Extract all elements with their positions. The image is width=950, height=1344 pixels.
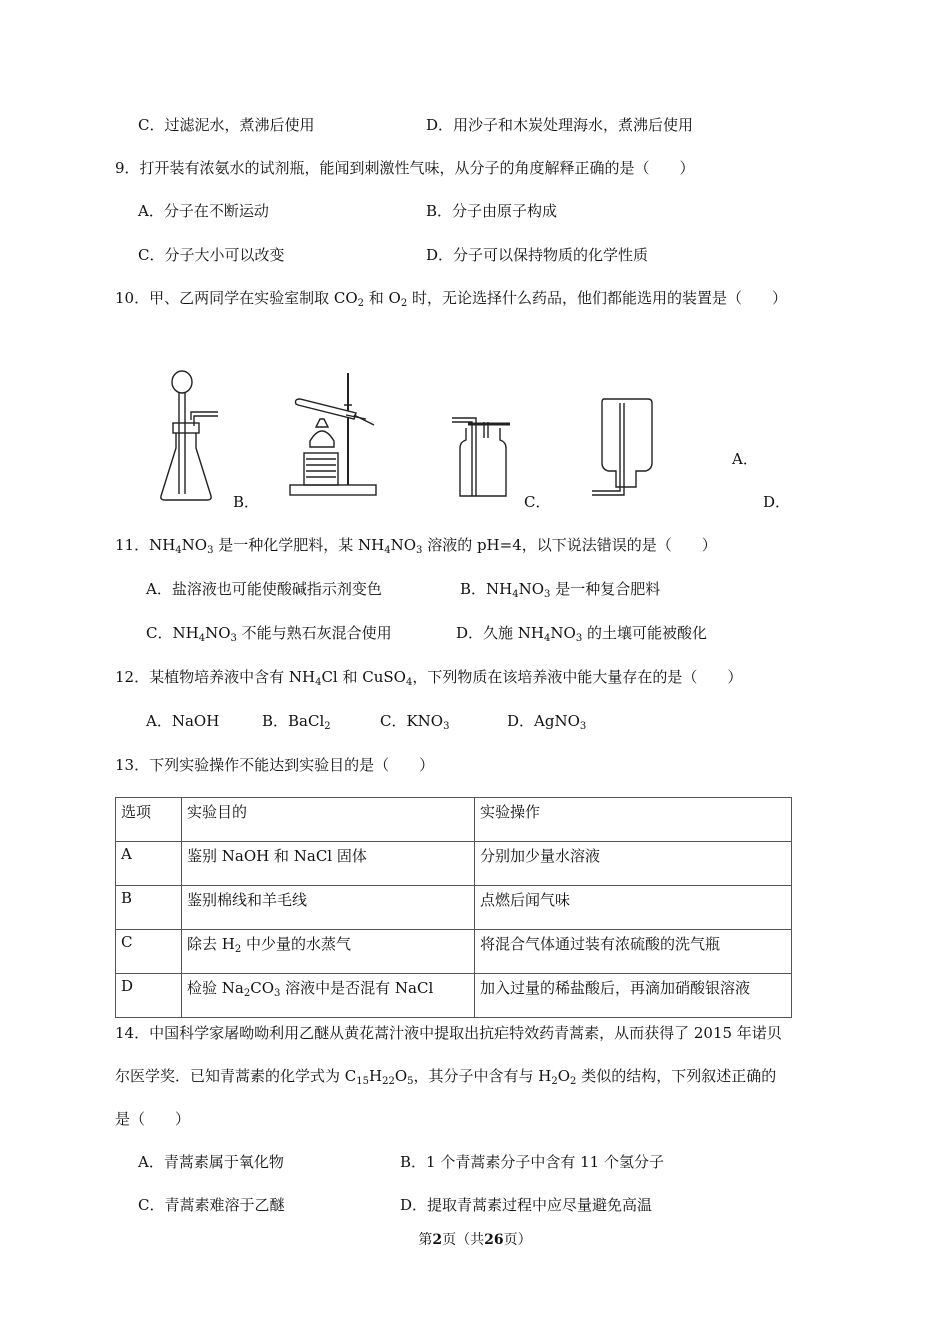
q14-option-a: A．青蒿素属于氧化物 xyxy=(138,1153,284,1171)
q12-option-d: D．AgNO$_3$ xyxy=(507,712,587,732)
flask-thistle-funnel-apparatus xyxy=(158,368,222,503)
q14-stem-line3: 是（ ） xyxy=(115,1110,191,1128)
row-goal: 除去 $H_2$ 中少量的水蒸气 xyxy=(182,930,475,974)
table-row xyxy=(116,974,792,1018)
q10-label-c: C． xyxy=(524,493,551,511)
table-row xyxy=(116,930,792,974)
gas-washing-bottle-apparatus xyxy=(450,416,518,500)
q11-option-d: D．久施 $NH_4NO_3$ 的土壤可能被酸化 xyxy=(456,624,707,644)
header-operation: 实验操作 xyxy=(475,798,792,842)
row-goal: 鉴别 NaOH 和 NaCl 固体 xyxy=(182,842,475,886)
q9-option-d: D．分子可以保持物质的化学性质 xyxy=(426,246,649,264)
q10-label-b: B． xyxy=(233,493,260,511)
q14-stem-line2: 尔医学奖．已知青蒿素的化学式为 $C_{15}H_{22}O_5$，其分子中含有与 $H_2O_2$ 类似的结构，下列叙述正确的 xyxy=(115,1067,777,1087)
row-goal: 鉴别棉线和羊毛线 xyxy=(182,886,475,930)
q12-option-a: A．NaOH xyxy=(146,712,220,730)
table-header-row xyxy=(116,798,792,842)
q14-option-b: B．1 个青蒿素分子中含有 11 个氢分子 xyxy=(400,1153,664,1171)
q10-label-d: D． xyxy=(763,493,791,511)
q11-stem: 11．$NH_4NO_3$ 是一种化学肥料，某 $NH_4NO_3$ 溶液的 pH=4，以下说法错误的是（ ） xyxy=(115,536,717,556)
row-option: C xyxy=(116,930,182,974)
q9-option-c: C．分子大小可以改变 xyxy=(138,246,285,264)
q10-label-a: A． xyxy=(732,450,758,468)
heated-test-tube-apparatus xyxy=(286,371,380,499)
row-operation: 将混合气体通过装有浓硫酸的洗气瓶 xyxy=(475,930,792,974)
q13-stem: 13．下列实验操作不能达到实验目的是（ ） xyxy=(115,756,435,774)
table-row xyxy=(116,886,792,930)
q8-option-c: C．过滤泥水，煮沸后使用 xyxy=(138,116,315,134)
q14-option-d: D．提取青蒿素过程中应尽量避免高温 xyxy=(400,1196,653,1214)
row-goal: 检验 $Na_2CO_3$ 溶液中是否混有 NaCl xyxy=(182,974,475,1018)
q11-option-c: C．$NH_4NO_3$ 不能与熟石灰混合使用 xyxy=(146,624,392,644)
q8-option-d: D．用沙子和木炭处理海水，煮沸后使用 xyxy=(426,116,694,134)
header-option: 选项 xyxy=(116,798,182,842)
row-operation: 加入过量的稀盐酸后，再滴加硝酸银溶液 xyxy=(475,974,792,1018)
row-operation: 分别加少量水溶液 xyxy=(475,842,792,886)
table-row xyxy=(116,842,792,886)
q9-stem: 9．打开装有浓氨水的试剂瓶，能闻到刺激性气味，从分子的角度解释正确的是（ ） xyxy=(115,159,695,177)
row-option: B xyxy=(116,886,182,930)
header-goal: 实验目的 xyxy=(182,798,475,842)
q14-option-c: C．青蒿素难溶于乙醚 xyxy=(138,1196,285,1214)
inverted-bottle-apparatus xyxy=(590,395,670,497)
q12-option-b: B．BaCl$_2$ xyxy=(262,712,331,732)
row-operation: 点燃后闻气味 xyxy=(475,886,792,930)
q11-option-b: B．$NH_4NO_3$ 是一种复合肥料 xyxy=(460,580,661,600)
q11-option-a: A．盐溶液也可能使酸碱指示剂变色 xyxy=(146,580,382,598)
q9-option-a: A．分子在不断运动 xyxy=(138,202,269,220)
q9-option-b: B．分子由原子构成 xyxy=(426,202,558,220)
q12-option-c: C．$KNO_3$ xyxy=(380,712,450,732)
q10-stem: 10．甲、乙两同学在实验室制取 $CO_2$ 和 $O_2$ 时，无论选择什么药品，他们都能选用的装置是（ ） xyxy=(115,289,788,309)
row-option: A xyxy=(116,842,182,886)
q12-stem: 12．某植物培养液中含有 $NH_4Cl$ 和 CuSO$_4$，下列物质在该培养液中能大量存在的是（ ） xyxy=(115,668,743,688)
page-footer: 第2页（共26页） xyxy=(418,1232,532,1248)
q13-experiment-table xyxy=(115,797,792,1018)
q14-stem-line1: 14．中国科学家屠呦呦利用乙醚从黄花蒿汁液中提取出抗疟特效药青蒿素，从而获得了 2015 年诺贝 xyxy=(115,1024,782,1042)
row-option: D xyxy=(116,974,182,1018)
